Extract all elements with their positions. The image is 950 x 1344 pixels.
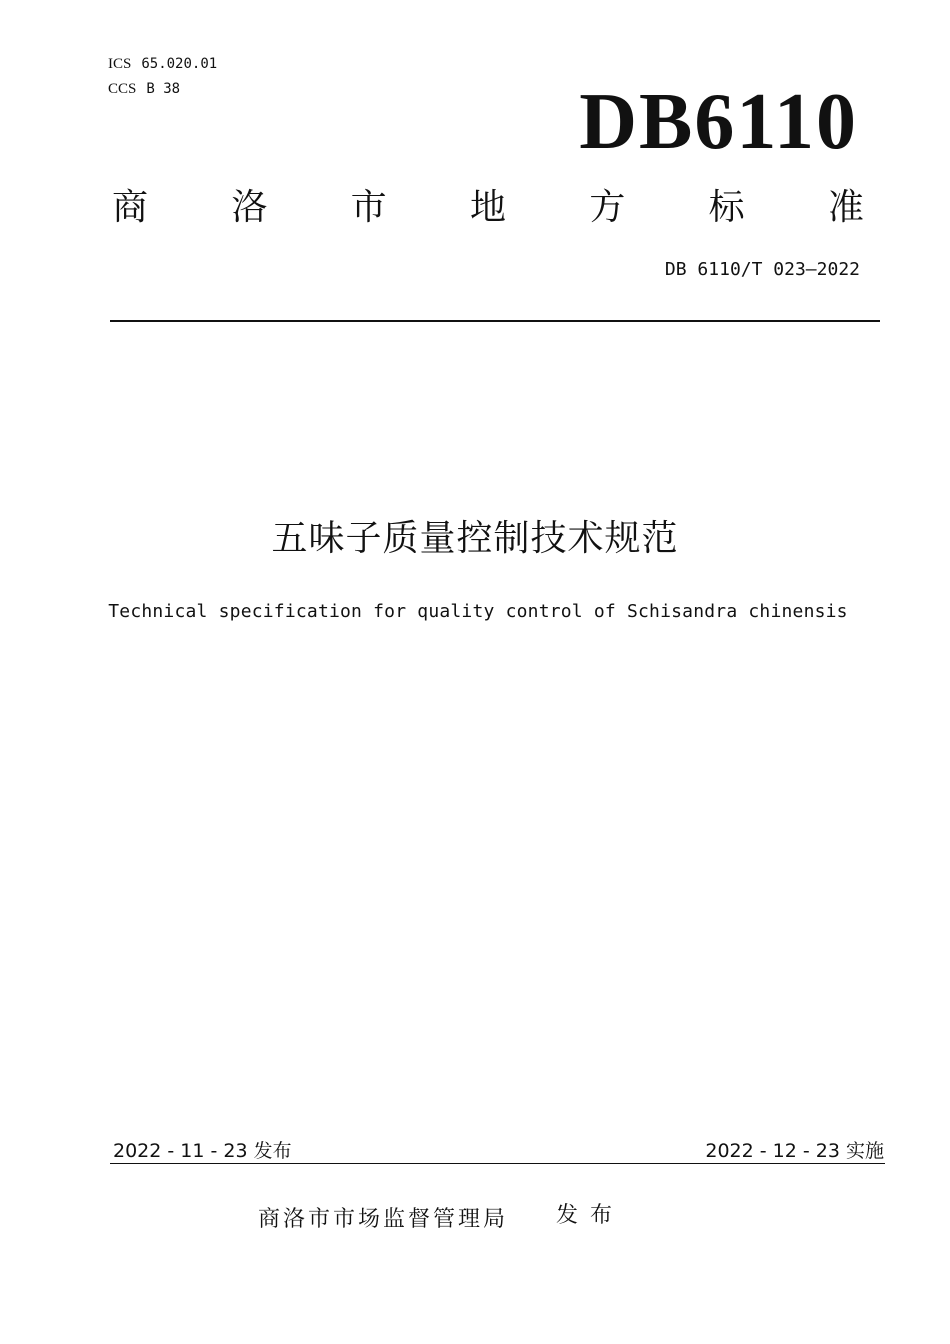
standard-type-heading bbox=[112, 186, 864, 230]
standard-type-char: 准 bbox=[827, 187, 864, 228]
standard-type-char: 地 bbox=[469, 187, 506, 228]
standard-type-char: 市 bbox=[350, 187, 387, 228]
standard-code-heading: DB6110 bbox=[579, 78, 858, 166]
ics-label: ICS bbox=[108, 56, 132, 72]
issuing-authority: 商洛市市场监督管理局 bbox=[258, 1207, 509, 1232]
standard-number: DB 6110/T 023—2022 bbox=[664, 259, 860, 280]
standard-type-char: 商 bbox=[112, 187, 149, 228]
document-title-chinese: 五味子质量控制技术规范 bbox=[271, 518, 679, 559]
ics-value: 65.020.01 bbox=[141, 56, 218, 72]
header-divider bbox=[110, 320, 880, 322]
standard-type-char: 标 bbox=[708, 187, 745, 228]
ccs-label: CCS bbox=[108, 81, 137, 97]
publish-label: 发布 bbox=[556, 1203, 625, 1228]
issuer-line bbox=[258, 1204, 624, 1236]
ics-code bbox=[108, 56, 217, 72]
standard-type-char: 洛 bbox=[231, 187, 268, 228]
document-title-english: Technical specification for quality control of Schisandra chinensis bbox=[108, 601, 848, 622]
standard-type-char: 方 bbox=[589, 187, 626, 228]
issue-date: 2022 - 11 - 23 发布 bbox=[113, 1140, 292, 1162]
ccs-code bbox=[108, 81, 180, 97]
implementation-date: 2022 - 12 - 23 实施 bbox=[705, 1140, 884, 1162]
footer-divider bbox=[110, 1163, 885, 1164]
ccs-value: B 38 bbox=[146, 81, 181, 97]
